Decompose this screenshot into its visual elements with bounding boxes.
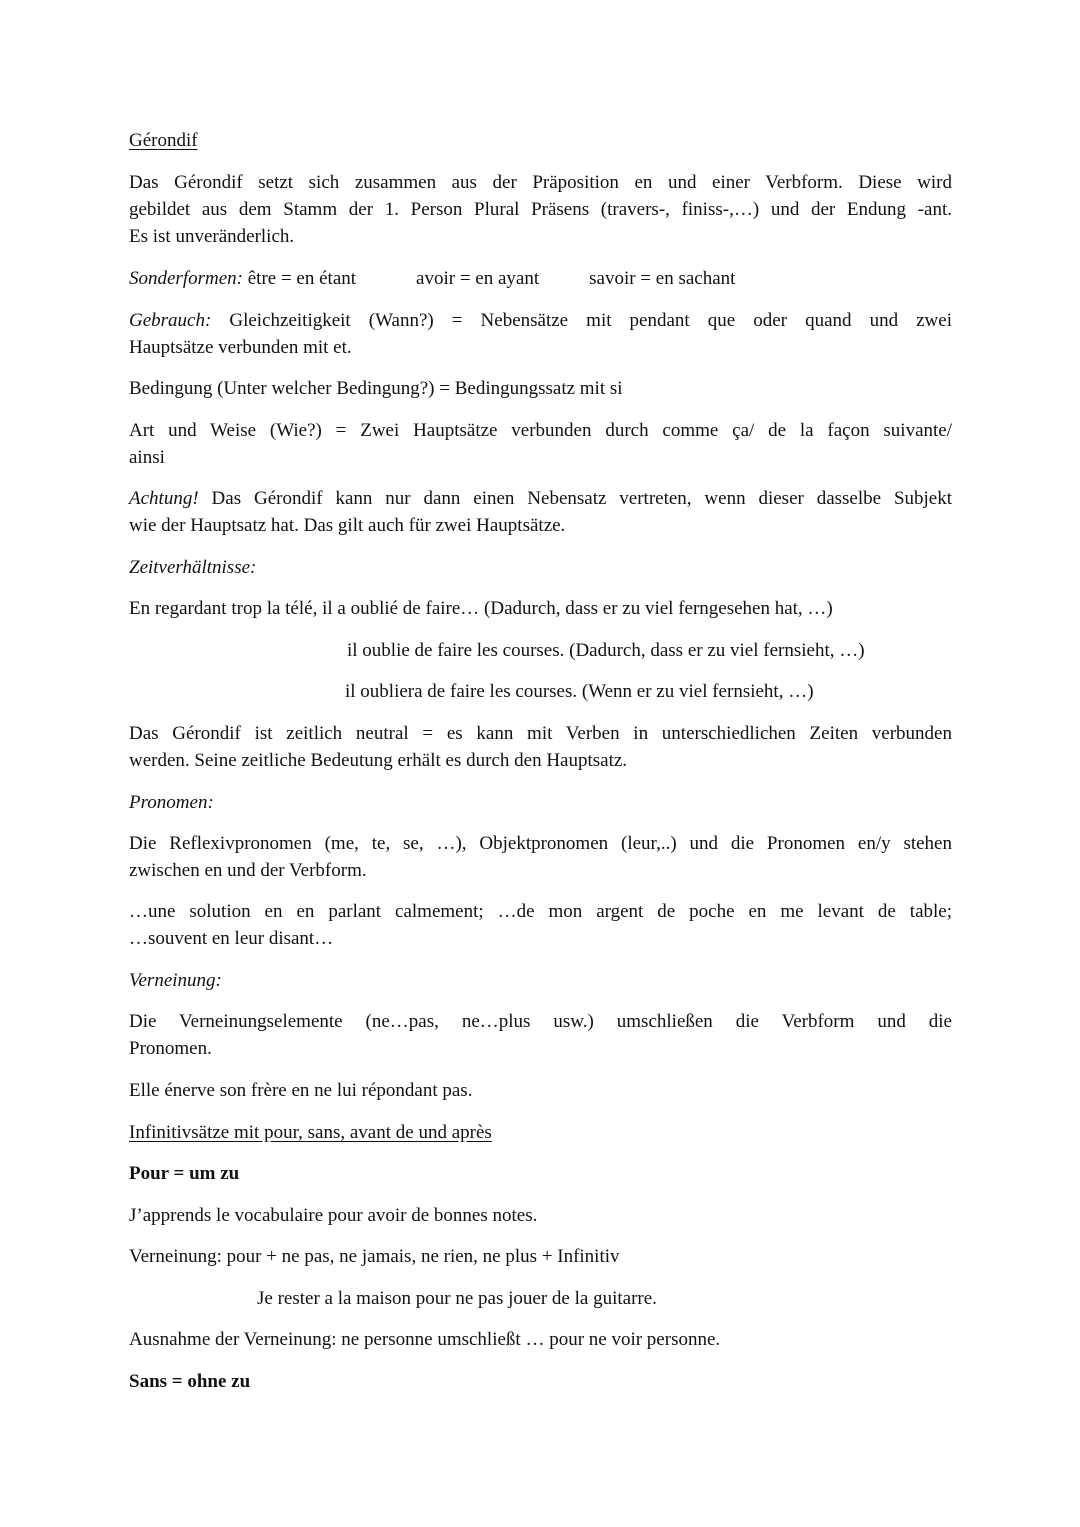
intro-line-2: gebildet aus dem Stamm der 1. Person Plural Präsens (travers-, finiss-,…) und der Endung -ant. — [129, 199, 952, 220]
gebrauch-line-2: Hauptsätze verbunden mit et. — [129, 337, 352, 358]
achtung-label: Achtung! — [129, 488, 199, 509]
verneinung-line-1: Die Verneinungselemente (ne…pas, ne…plus usw.) umschließen die Verbform und die — [129, 1011, 952, 1032]
verneinung-heading: Verneinung: — [129, 970, 222, 991]
intro-line-3: Es ist unveränderlich. — [129, 226, 295, 247]
zeit-heading: Zeitverhältnisse: — [129, 557, 257, 578]
pour-verneinung: Verneinung: pour + ne pas, ne jamais, ne rien, ne plus + Infinitiv — [129, 1246, 620, 1267]
achtung-line-2: wie der Hauptsatz hat. Das gilt auch für zwei Hauptsätze. — [129, 515, 566, 536]
pour-verneinung-example: Je rester a la maison pour ne pas jouer de la guitarre. — [257, 1288, 657, 1309]
intro-line-1: Das Gérondif setzt sich zusammen aus der Präposition en und einer Verbform. Diese wird — [129, 172, 952, 193]
sans-heading: Sans = ohne zu — [129, 1371, 251, 1392]
sonderformen-line — [129, 265, 735, 292]
gebrauch-paragraph — [129, 307, 952, 361]
zeit-example-2: il oublie de faire les courses. (Dadurch, dass er zu viel fernsieht, …) — [347, 640, 865, 661]
pronomen-paragraph — [129, 830, 952, 884]
gebrauch-text-1: Gleichzeitigkeit (Wann?) = Nebensätze mit pendant que oder quand und zwei — [229, 310, 952, 331]
pronomen-example-1: …une solution en en parlant calmement; …de mon argent de poche en me levant de table; — [129, 901, 952, 922]
pronomen-heading: Pronomen: — [129, 792, 214, 813]
zeit-text-line-1: Das Gérondif ist zeitlich neutral = es kann mit Verben in unterschiedlichen Zeiten verbunden — [129, 723, 952, 744]
zeit-example-1: En regardant trop la télé, il a oublié de faire… (Dadurch, dass er zu viel ferngesehen hat, …) — [129, 598, 833, 619]
artweise-line-1: Art und Weise (Wie?) = Zwei Hauptsätze verbunden durch comme ça/ de la façon suivante/ — [129, 420, 952, 441]
achtung-paragraph — [129, 485, 952, 539]
zeit-example-3: il oubliera de faire les courses. (Wenn er zu viel fernsieht, …) — [345, 681, 814, 702]
bedingung-line: Bedingung (Unter welcher Bedingung?) = Bedingungssatz mit si — [129, 378, 623, 399]
intro-paragraph — [129, 169, 952, 250]
pronomen-line-1: Die Reflexivpronomen (me, te, se, …), Objektpronomen (leur,..) und die Pronomen en/y stehen — [129, 833, 952, 854]
pronomen-example-2: …souvent en leur disant… — [129, 928, 334, 949]
infinitiv-heading: Infinitivsätze mit pour, sans, avant de und après — [129, 1122, 492, 1143]
pour-example: J’apprends le vocabulaire pour avoir de bonnes notes. — [129, 1205, 538, 1226]
artweise-line-2: ainsi — [129, 447, 165, 468]
pronomen-examples — [129, 898, 952, 952]
achtung-text-1: Das Gérondif kann nur dann einen Nebensatz vertreten, wenn dieser dasselbe Subjekt — [211, 488, 953, 509]
verneinung-paragraph — [129, 1008, 952, 1062]
ausnahme-line: Ausnahme der Verneinung: ne personne umschließt … pour ne voir personne. — [129, 1329, 721, 1350]
sonderformen-label: Sonderformen: — [129, 268, 243, 289]
pour-heading: Pour = um zu — [129, 1163, 240, 1184]
verneinung-example: Elle énerve son frère en ne lui répondant pas. — [129, 1080, 473, 1101]
zeit-paragraph — [129, 720, 952, 774]
section-title-gerondif: Gérondif — [129, 130, 198, 151]
zeit-text-line-2: werden. Seine zeitliche Bedeutung erhält es durch den Hauptsatz. — [129, 750, 628, 771]
verneinung-line-2: Pronomen. — [129, 1038, 212, 1059]
sonderform-etre: être = en étant — [247, 268, 357, 289]
gebrauch-label: Gebrauch: — [129, 310, 212, 331]
sonderform-avoir: avoir = en ayant — [416, 268, 540, 289]
pronomen-line-2: zwischen en und der Verbform. — [129, 860, 367, 881]
gebrauch-line-1 — [129, 307, 952, 334]
achtung-line-1 — [129, 485, 952, 512]
sonderform-savoir: savoir = en sachant — [589, 268, 736, 289]
artweise-paragraph — [129, 417, 952, 471]
